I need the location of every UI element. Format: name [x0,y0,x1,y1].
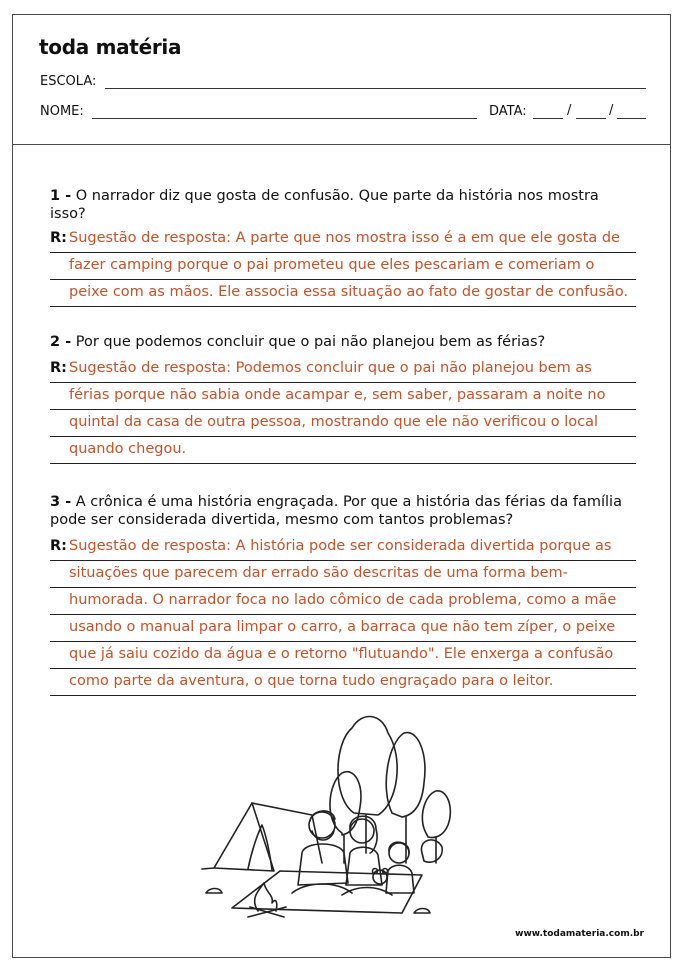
camping-family-illustration [192,703,462,923]
answer-label: R: [50,538,67,554]
campfire [248,883,286,917]
answer-text: quintal da casa de outra pessoa, mostrando que ele não verificou o local [69,414,599,430]
answer-label: R: [50,230,67,246]
answer-line[interactable] [50,641,636,669]
answer-text: peixe com as mãos. Ele associa essa situação ao fato de gostar de confusão. [69,284,629,300]
answer-text: fazer camping porque o pai prometeu que eles pescariam e comeriam o [69,257,595,273]
answer-text: que já saiu cozido da água e o retorno "flutuando". Ele enxerga a confusão [69,646,614,662]
answer-line[interactable] [50,587,636,615]
question-number: 3 - [50,494,72,510]
brand-logo: toda matéria [39,35,182,59]
question-text: A crônica é uma história engraçada. Por que a história das férias da família pode ser considerada divertida, mesmo com tantos problemas? [50,494,622,528]
date-separator: / [567,103,572,118]
name-field[interactable] [92,118,477,119]
date-label: DATA: [489,104,527,119]
question-number: 2 - [50,334,72,350]
trees [330,717,450,863]
school-field[interactable] [105,88,646,89]
answer-text: quando chegou. [69,441,187,457]
footer-url: www.todamateria.com.br [515,929,644,939]
answer-text: situações que parecem dar errado são descritas de uma forma bem- [69,565,568,581]
rock [206,889,222,894]
name-label: NOME: [40,104,84,119]
date-year-field[interactable] [617,118,646,119]
answer-line[interactable] [50,279,636,307]
answer-text: férias porque não sabia onde acampar e, sem saber, passaram a noite no [69,387,606,403]
answer-line[interactable] [50,614,636,642]
school-label: ESCOLA: [40,74,97,89]
cooking-pot [421,840,442,862]
question-text: O narrador diz que gosta de confusão. Que parte da história nos mostra isso? [50,188,599,222]
answer-label: R: [50,360,67,376]
answer-text: Sugestão de resposta: A parte que nos mostra isso é a em que ele gosta de [69,230,620,246]
answer-text: usando o manual para limpar o carro, a barraca que não tem zíper, o peixe [69,619,616,635]
answer-line[interactable] [50,436,636,464]
header-divider [13,144,670,145]
question-2 [50,333,625,351]
answer-text: como parte da aventura, o que torna tudo engraçado para o leitor. [69,673,554,689]
answer-text: Sugestão de resposta: Podemos concluir que o pai não planejou bem as [69,360,592,376]
answer-text: Sugestão de resposta: A história pode ser considerada divertida porque as [69,538,612,554]
answer-line[interactable] [50,560,636,588]
question-number: 1 - [50,188,72,204]
date-day-field[interactable] [533,118,563,119]
family [292,811,414,895]
rock [414,909,430,914]
date-separator: / [609,103,614,118]
answer-line[interactable] [50,225,636,253]
answer-line[interactable] [50,382,636,410]
answer-line[interactable] [50,533,636,561]
answer-line[interactable] [50,355,636,383]
tent [202,803,322,871]
date-month-field[interactable] [576,118,606,119]
answer-line[interactable] [50,409,636,437]
question-text: Por que podemos concluir que o pai não planejou bem as férias? [75,334,546,350]
answer-line[interactable] [50,252,636,280]
answer-line[interactable] [50,668,636,696]
answer-text: humorada. O narrador foca no lado cômico de cada problema, como a mãe [69,592,617,608]
picnic-blanket [232,871,422,913]
question-3 [50,493,625,529]
question-1 [50,187,625,223]
